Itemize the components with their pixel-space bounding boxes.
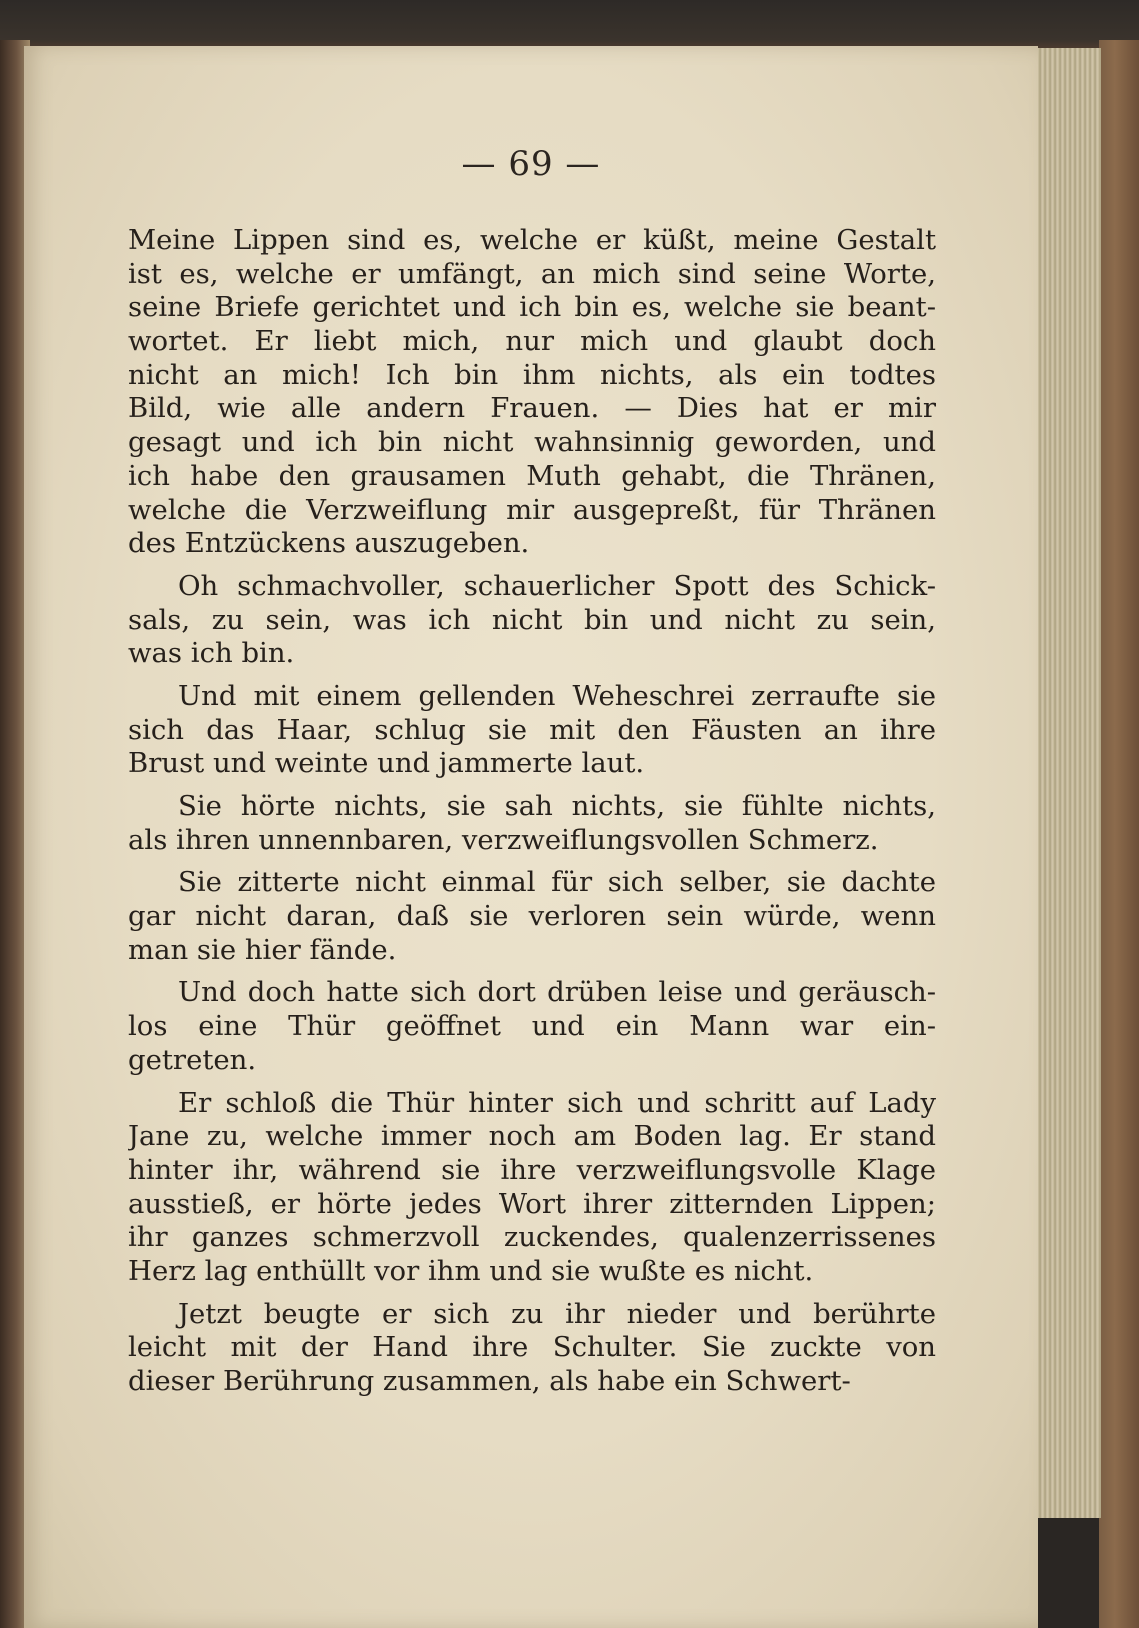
paragraph-gap (128, 561, 936, 570)
text-line: sals, zu sein, was ich nicht bin und nicht zu sein, (128, 603, 936, 636)
paragraph (128, 1087, 936, 1289)
paragraph (128, 866, 936, 967)
text-line: man sie hier fände. (128, 933, 397, 966)
page-number: — 69 — (461, 144, 601, 184)
text-line: welche die Verzweiflung mir ausgepreßt, für Thränen (128, 493, 936, 526)
text-line: Sie zitterte nicht einmal für sich selber, sie dachte (178, 866, 936, 899)
paragraph-gap (128, 781, 936, 790)
paragraph (128, 1298, 936, 1399)
paragraph-gap (128, 967, 936, 976)
text-line: Sie hörte nichts, sie sah nichts, sie fühlte nichts, (178, 790, 936, 822)
text-line: Jetzt beugte er sich zu ihr nieder und berührte (178, 1297, 936, 1330)
text-line: Und mit einem gellenden Weheschrei zerraufte sie (178, 679, 936, 712)
text-line: los eine Thür geöffnet und ein Mann war ein- (128, 1010, 936, 1043)
paragraph (128, 224, 936, 561)
paragraph-gap (128, 1078, 936, 1087)
book-cover-right (1099, 40, 1139, 1628)
paragraph (128, 570, 936, 671)
paragraph (128, 790, 936, 857)
text-line: ausstieß, er hörte jedes Wort ihrer zitternden Lippen; (128, 1187, 936, 1220)
text-line: als ihren unnennbaren, verzweiflungsvollen Schmerz. (128, 823, 879, 856)
text-line: leicht mit der Hand ihre Schulter. Sie zuckte von (128, 1331, 936, 1364)
text-line: ist es, welche er umfängt, an mich sind seine Worte, (128, 257, 936, 290)
text-line: dieser Berührung zusammen, als habe ein Schwert- (128, 1365, 851, 1397)
paragraph-gap (128, 857, 936, 866)
body-text (128, 224, 936, 1399)
paragraph (128, 976, 936, 1077)
text-line: Er schloß die Thür hinter sich und schritt auf Lady (178, 1086, 936, 1119)
text-line: hinter ihr, während sie ihre verzweiflungsvolle Klage (128, 1153, 936, 1186)
paragraph (128, 680, 936, 781)
text-line: getreten. (128, 1043, 257, 1076)
text-line: Jane zu, welche immer noch am Boden lag. Er stand (128, 1120, 936, 1153)
page-edges (1036, 48, 1101, 1518)
paragraph-gap (128, 1289, 936, 1298)
text-line: gar nicht daran, daß sie verloren sein würde, wenn (128, 900, 936, 933)
text-line: sich das Haar, schlug sie mit den Fäusten an ihre (128, 713, 936, 746)
text-line: wortet. Er liebt mich, nur mich und glaubt doch (128, 325, 936, 358)
text-line: Und doch hatte sich dort drüben leise und geräusch- (178, 976, 936, 1009)
text-line: Oh schmachvoller, schauerlicher Spott des Schick- (178, 569, 936, 602)
text-line: Meine Lippen sind es, welche er küßt, meine Gestalt (128, 224, 936, 256)
text-line: gesagt und ich bin nicht wahnsinnig geworden, und (128, 426, 936, 459)
paragraph-gap (128, 671, 936, 680)
text-line: Bild, wie alle andern Frauen. — Dies hat er mir (128, 392, 936, 425)
text-line: des Entzückens auszugeben. (128, 527, 530, 560)
text-line: ich habe den grausamen Muth gehabt, die Thränen, (128, 459, 936, 492)
text-line: Brust und weinte und jammerte laut. (128, 747, 645, 780)
text-line: nicht an mich! Ich bin ihm nichts, als ein todtes (128, 358, 936, 391)
book-page (24, 46, 1038, 1628)
text-line: was ich bin. (128, 637, 295, 670)
text-line: seine Briefe gerichtet und ich bin es, welche sie beant- (128, 291, 936, 324)
text-line: ihr ganzes schmerzvoll zuckendes, qualenzerrissenes (128, 1221, 936, 1254)
text-line: Herz lag enthüllt vor ihm und sie wußte es nicht. (128, 1254, 814, 1287)
